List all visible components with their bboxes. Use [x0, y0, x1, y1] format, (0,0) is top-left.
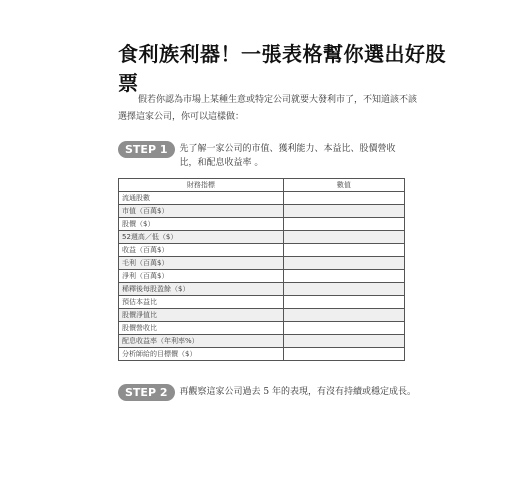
metric-label: 淨利（百萬$） — [119, 270, 284, 283]
table-row — [119, 218, 405, 231]
table-row — [119, 231, 405, 244]
metric-value — [283, 283, 404, 296]
table-row — [119, 205, 405, 218]
page-title: 食利族利器！一張表格幫你選出好股票 — [118, 42, 446, 95]
table-row — [119, 309, 405, 322]
table-row — [119, 322, 405, 335]
metric-label: 股價營收比 — [119, 322, 284, 335]
metric-label: 市值（百萬$） — [119, 205, 284, 218]
metric-label: 配息收益率（年利率%） — [119, 335, 284, 348]
metric-value — [283, 335, 404, 348]
table-row — [119, 270, 405, 283]
metric-value — [283, 192, 404, 205]
metric-value — [283, 322, 404, 335]
intro-paragraph: 假若你認為市場上某種生意或特定公司就要大發利市了，不知道該不該選擇這家公司，你可以這樣做： — [118, 95, 418, 122]
step-1-text: 先了解一家公司的市值、獲利能力、本益比、股價營收比，和配息收益率 。 — [179, 144, 396, 168]
metric-label: 52週高／低（$） — [119, 231, 284, 244]
metric-label: 稀釋後每股盈餘（$） — [119, 283, 284, 296]
metric-value — [283, 348, 404, 361]
step-1 — [118, 141, 408, 170]
metric-label: 流通股數 — [119, 192, 284, 205]
step-2-text: 再觀察這家公司過去 5 年的表現，有沒有持續或穩定成長。 — [179, 387, 416, 397]
metric-value — [283, 270, 404, 283]
financial-metrics-table — [118, 178, 405, 361]
metric-label: 毛利（百萬$） — [119, 257, 284, 270]
table-row — [119, 192, 405, 205]
table-row — [119, 244, 405, 257]
metric-label: 股價淨值比 — [119, 309, 284, 322]
metric-label: 股價（$） — [119, 218, 284, 231]
step-2-badge: STEP 2 — [118, 384, 175, 401]
table-header-row — [119, 179, 405, 192]
metric-label: 分析師給的目標價（$） — [119, 348, 284, 361]
metric-value — [283, 309, 404, 322]
metric-label: 預估本益比 — [119, 296, 284, 309]
step-2 — [118, 384, 418, 401]
table-row — [119, 348, 405, 361]
metric-value — [283, 296, 404, 309]
metric-value — [283, 231, 404, 244]
header-metric: 財務指標 — [119, 179, 284, 192]
metric-value — [283, 244, 404, 257]
metric-value — [283, 205, 404, 218]
metric-value — [283, 257, 404, 270]
table-row — [119, 296, 405, 309]
metric-value — [283, 218, 404, 231]
metric-label: 收益（百萬$） — [119, 244, 284, 257]
table-row — [119, 257, 405, 270]
table-row — [119, 335, 405, 348]
step-1-badge: STEP 1 — [118, 141, 175, 158]
table-row — [119, 283, 405, 296]
header-value: 數值 — [283, 179, 404, 192]
